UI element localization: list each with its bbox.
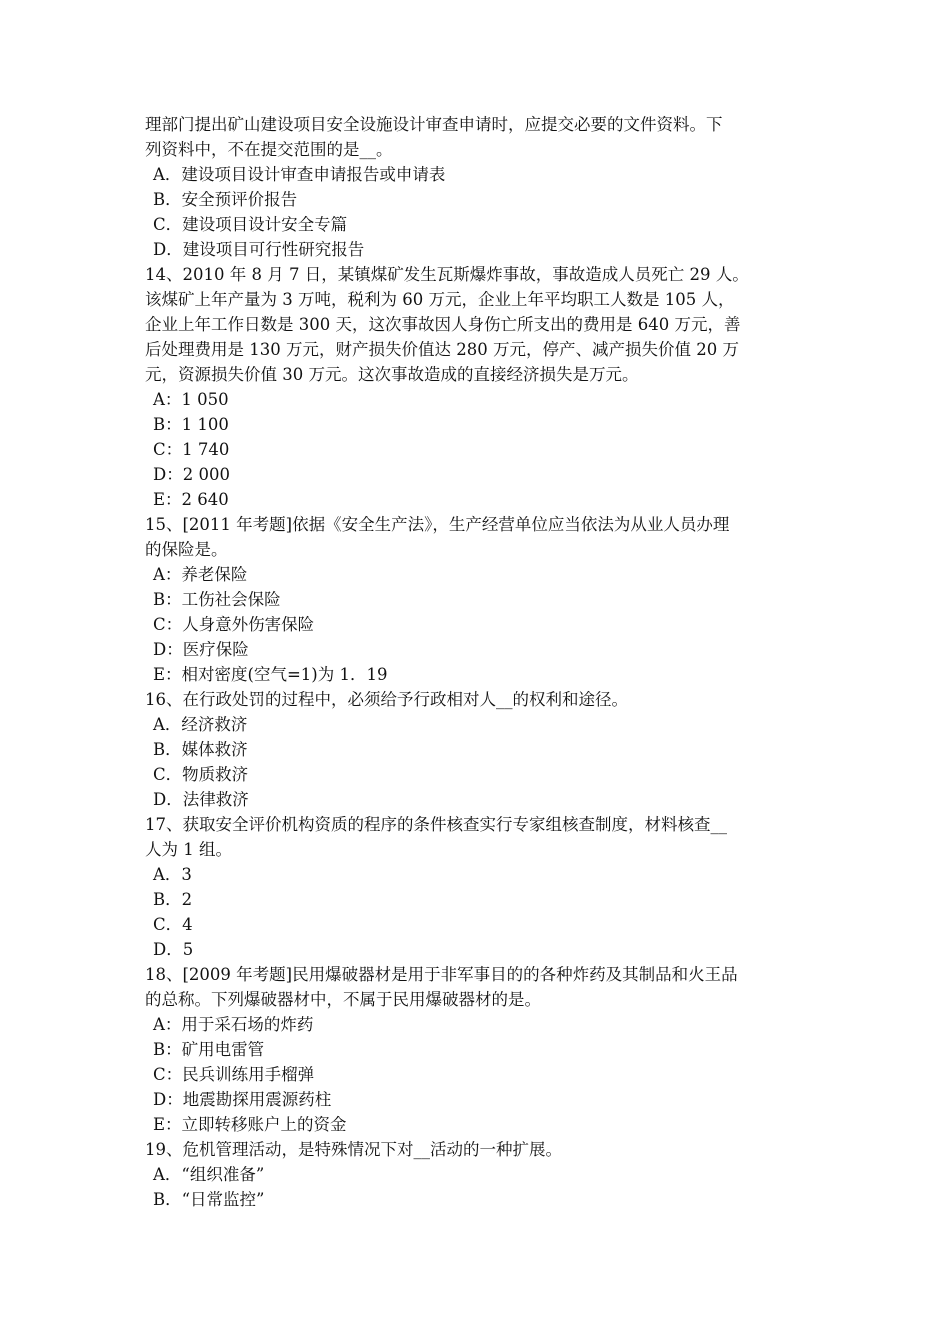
question-text-line: 的总称。下列爆破器材中，不属于民用爆破器材的是。 [145, 990, 541, 1009]
question-text-line: 理部门提出矿山建设项目安全设施设计审查申请时，应提交必要的文件资料。下 [145, 115, 723, 134]
question-text-line: 企业上年工作日数是 300 天，这次事故因人身伤亡所支出的费用是 640 万元，善 [145, 315, 741, 334]
answer-option: A．建设项目设计审查申请报告或申请表 [153, 165, 446, 184]
answer-option: B．2 [153, 890, 193, 909]
question-text-line: 人为 1 组。 [145, 840, 232, 859]
answer-option: B．安全预评价报告 [153, 190, 298, 209]
question-17 [145, 812, 815, 962]
answer-option: D：2 000 [153, 465, 230, 484]
answer-option: A．3 [153, 865, 192, 884]
answer-option: E：2 640 [153, 490, 229, 509]
answer-option: C．物质救济 [153, 765, 249, 784]
question-text-line: 16、在行政处罚的过程中，必须给予行政相对人__的权利和途径。 [145, 690, 628, 709]
answer-option: B：工伤社会保险 [153, 590, 281, 609]
question-text-line: 该煤矿上年产量为 3 万吨，税利为 60 万元，企业上年平均职工人数是 105 人， [145, 290, 735, 309]
question-15 [145, 512, 815, 687]
document-page [145, 112, 815, 1212]
answer-option: A．“组织准备” [153, 1165, 265, 1184]
question-text-line: 的保险是。 [145, 540, 228, 559]
question-text-line: 18、[2009 年考题]民用爆破器材是用于非军事目的的各种炸药及其制品和火王品 [145, 965, 738, 984]
question-text-line: 15、[2011 年考题]依据《安全生产法》，生产经营单位应当依法为从业人员办理 [145, 515, 730, 534]
answer-option: B：1 100 [153, 415, 229, 434]
question-text-line: 后处理费用是 130 万元，财产损失价值达 280 万元，停产、减产损失价值 20 万 [145, 340, 739, 359]
answer-option: C．4 [153, 915, 193, 934]
answer-option: A：1 050 [153, 390, 229, 409]
question-19 [145, 1137, 815, 1212]
question-text-line: 元，资源损失价值 30 万元。这次事故造成的直接经济损失是万元。 [145, 365, 639, 384]
question-13-tail [145, 112, 815, 262]
answer-option: B．“日常监控” [153, 1190, 265, 1209]
question-18 [145, 962, 815, 1137]
answer-option: A．经济救济 [153, 715, 248, 734]
answer-option: A：用于采石场的炸药 [153, 1015, 314, 1034]
answer-option: D：医疗保险 [153, 640, 249, 659]
question-text-line: 17、获取安全评价机构资质的程序的条件核查实行专家组核查制度，材料核查__ [145, 815, 727, 834]
answer-option: A：养老保险 [153, 565, 248, 584]
answer-option: C：民兵训练用手榴弹 [153, 1065, 315, 1084]
answer-option: D．5 [153, 940, 194, 959]
answer-option: D．法律救济 [153, 790, 249, 809]
answer-option: B：矿用电雷管 [153, 1040, 265, 1059]
answer-option: E：立即转移账户上的资金 [153, 1115, 347, 1134]
question-text-line: 14、2010 年 8 月 7 日，某镇煤矿发生瓦斯爆炸事故，事故造成人员死亡 29 人。 [145, 265, 749, 284]
answer-option: C：1 740 [153, 440, 230, 459]
question-14 [145, 262, 815, 512]
answer-option: C．建设项目设计安全专篇 [153, 215, 348, 234]
answer-option: D：地震勘探用震源药柱 [153, 1090, 332, 1109]
question-16 [145, 687, 815, 812]
question-text-line: 19、危机管理活动，是特殊情况下对__活动的一种扩展。 [145, 1140, 562, 1159]
answer-option: C：人身意外伤害保险 [153, 615, 315, 634]
answer-option: E：相对密度(空气=1)为 1．19 [153, 665, 388, 684]
answer-option: D．建设项目可行性研究报告 [153, 240, 365, 259]
question-text-line: 列资料中，不在提交范围的是__。 [145, 140, 393, 159]
answer-option: B．媒体救济 [153, 740, 248, 759]
